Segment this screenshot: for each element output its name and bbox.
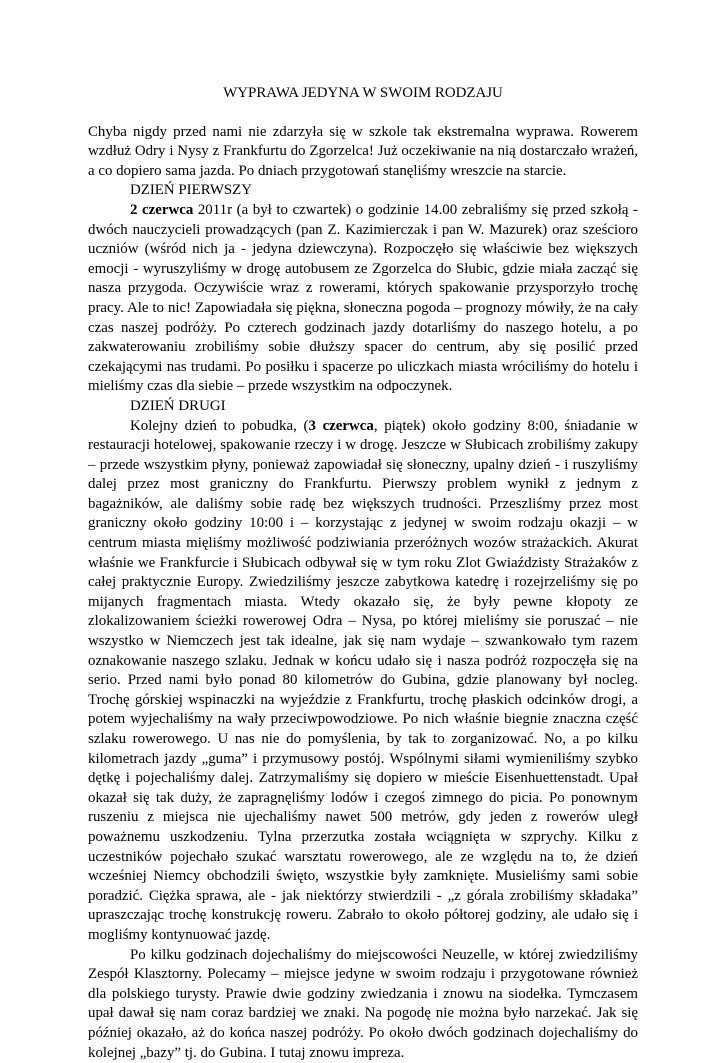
day2-heading: DZIEŃ DRUGI	[130, 397, 226, 414]
document-title: WYPRAWA JEDYNA W SWOIM RODZAJU	[223, 85, 503, 101]
intro-paragraph: Chyba nigdy przed nami nie zdarzyła się w szkole tak ekstremalna wyprawa. Rowerem wzdłuż Odry i Nysy z Frankfurtu do Zgorzelca! Już oczekiwanie na nią dostarczało wrażeń, a co dopiero sama jazda. Po dniach przygotowań stanęliśmy wreszcie na starcie.	[88, 123, 638, 179]
day1-date: 2 czerwca	[130, 201, 194, 218]
day1-paragraph	[88, 201, 638, 397]
day2-paragraph-2: Po kilku godzinach dojechaliśmy do miejscowości Neuzelle, w której zwiedziliśmy Zespół Klasztorny. Polecamy – miejsce jedyne w swoim rodzaju i przygotowane również dla polskiego turysty. Prawie dwie godziny zwiedzania i znowu na siodełka. Tymczasem upał dawał się nam coraz bardziej we znaki. Na pogodę nie można było narzekać. Jak się później okazało, aż do końca naszej podróży. Po około dwóch godzinach dojechaliśmy do kolejnej „bazy” tj. do Gubina. I tutaj znowu impreza.	[88, 946, 638, 1061]
day2-paragraph	[88, 417, 638, 946]
day2-text: , piątek) około godziny 8:00, śniadanie w restauracji hotelowej, spakowanie rzeczy i w drogę. Jeszcze w Słubicach zrobiliśmy zakupy – przede wszystkim płyny, ponieważ zapowiadał się słoneczny, upalny dzień - i ruszyliśmy dalej przez most graniczny do Frankfurtu. Pierwszy problem wynikł z jednym z bagażników, ale daliśmy sobie radę bez większych trudności. Przeszliśmy przez most graniczny około godziny 10:00 i – korzystając z jedynej w swoim rodzaju okazji – w centrum miasta mięliśmy możliwość podziwiania przeróżnych wozów strażackich. Akurat właśnie we Frankfurcie i Słubicach odbywał się w tym roku Zlot Gwiaździsty Strażaków z całej praktycznie Europy. Zwiedziliśmy jeszcze zabytkowa katedrę i rozejrzeliśmy się po mijanych fragmentach miasta. Wtedy okazało się, że były pewne kłopoty ze zlokalizowaniem ścieżki rowerowej Odra – Nysa, po której mieliśmy sie poruszać – nie wszystko w Niemczech jest tak idealne, jak się nam wydaje – szwankowało tym razem oznakowanie naszego szlaku. Jednak w końcu udało się i nasza podróż rozpoczęła się na serio. Przed nami było ponad 80 kilometrów do Gubina, gdzie planowany był nocleg. Trochę górskiej wspinaczki na wyjeździe z Frankfurtu, trochę płaskich odcinków drogi, a potem wyjechaliśmy na wały przeciwpowodziowe. Po nich właśnie biegnie znaczna część szlaku rowerowego. U nas nie do pomyślenia, by tak to zorganizować. No, a po kilku kilometrach jazdy „guma” i przymusowy postój. Wspólnymi siłami wymieniliśmy szybko dętkę i pojechaliśmy dalej. Zatrzymaliśmy się dopiero w mieście Eisenhuettenstadt. Upał okazał się tak duży, że zapragnęliśmy lodów i czegoś zimnego do picia. Po ponownym ruszeniu z miejsca nie ujechaliśmy nawet 500 metrów, gdy jeden z rowerów uległ poważnemu uszkodzeniu. Tylna przerzutka została wciągnięta w szprychy. Kilku z uczestników pojechało szukać warsztatu rowerowego, ale ze względu na to, że dzień wcześniej Niemcy obchodzili święto, wszystkie były zamknięte. Musieliśmy sami sobie poradzić. Ciężka sprawa, ale - jak niektórzy stwierdzili - „z górala zrobiliśmy składaka” upraszczając trochę konstrukcję roweru. Zabrało to około półtorej godziny, ale udało się i mogliśmy kontynuować jazdę.	[88, 417, 638, 943]
day1-text: 2011r (a był to czwartek) o godzinie 14.00 zebraliśmy się przed szkołą - dwóch nauczycieli prowadzących (pan Z. Kazimierczak i pan W. Mazurek) oraz sześcioro uczniów (wśród nich ja - jedyna dziewczyna). Rozpoczęło się właściwie bez większych emocji - wyruszyliśmy w drogę autobusem ze Zgorzelca do Słubic, gdzie miała zacząć się nasza przygoda. Oczywiście wraz z rowerami, których spakowanie przysporzyło trochę pracy. Ale to nic! Zapowiadała się piękna, słoneczna pogoda – prognozy mówiły, że na cały czas naszej podróży. Po czterech godzinach jazdy dotarliśmy do naszego hotelu, a po zakwaterowaniu zrobiliśmy sobie dłuższy spacer do centrum, aby się posilić przed czekającymi nas trudami. Po posiłku i spacerze po uliczkach miasta wróciliśmy do hotelu i mieliśmy czas dla siebie – przede wszystkim na odpoczynek.	[88, 201, 639, 395]
document-page	[88, 84, 638, 1063]
day2-date: 3 czerwca	[308, 417, 374, 434]
day2-prefix: Kolejny dzień to pobudka, (	[130, 417, 309, 434]
day1-heading: DZIEŃ PIERWSZY	[130, 182, 253, 199]
